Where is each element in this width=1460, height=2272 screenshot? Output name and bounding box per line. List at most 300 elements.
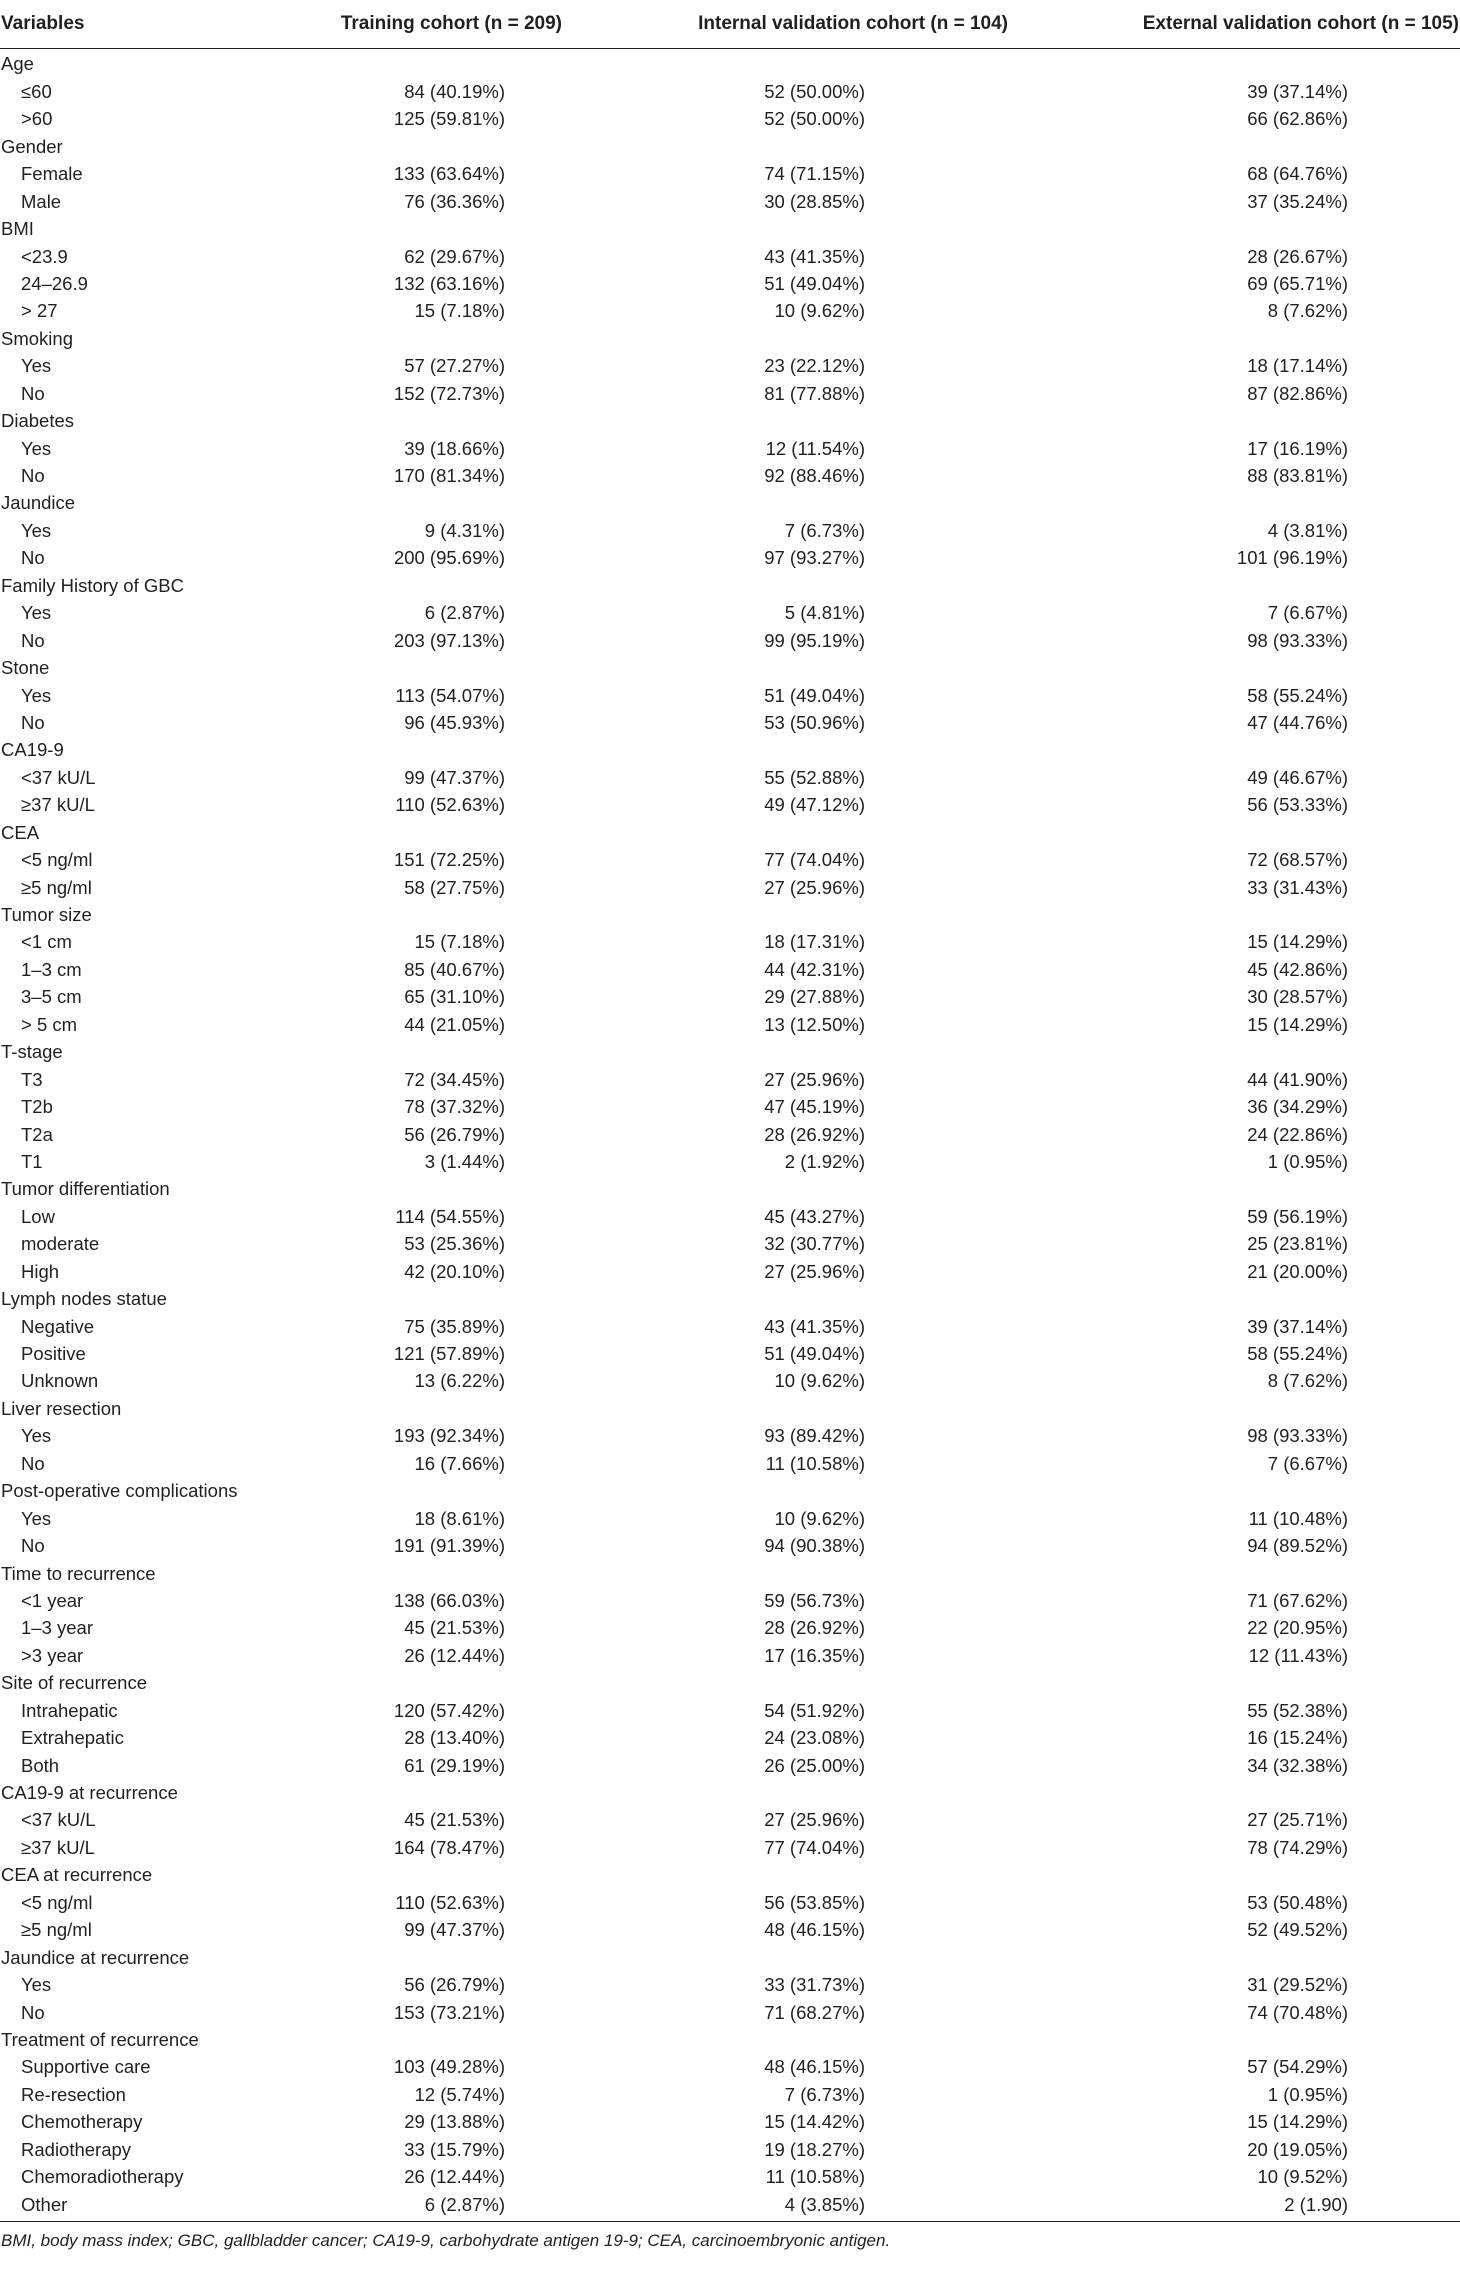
level-label: ≥37 kU/L: [21, 794, 95, 816]
internal-validation-value: 2 (1.92%): [784, 1150, 865, 1172]
external-validation-value: [1020, 490, 1460, 517]
internal-validation-value: 52 (50.00%): [764, 108, 865, 130]
external-validation-value: 21 (20.00%): [1247, 1260, 1348, 1282]
training-cohort-value: 16 (7.66%): [414, 1452, 505, 1474]
training-cohort-value: [300, 1478, 600, 1505]
table-row: [0, 1341, 1460, 1368]
training-cohort-value: [300, 1176, 600, 1203]
table-row-category: [0, 902, 1460, 929]
internal-validation-value: 19 (18.27%): [764, 2138, 865, 2160]
external-validation-value: 37 (35.24%): [1247, 190, 1348, 212]
level-label: T2a: [21, 1123, 53, 1145]
level-label: Yes: [21, 355, 52, 377]
table-row: [0, 435, 1460, 462]
level-label: Yes: [21, 1425, 52, 1447]
level-label: No: [21, 711, 45, 733]
internal-validation-value: 74 (71.15%): [764, 163, 865, 185]
table-row: [0, 1121, 1460, 1148]
external-validation-value: 15 (14.29%): [1247, 931, 1348, 953]
internal-validation-value: 51 (49.04%): [764, 272, 865, 294]
external-validation-value: 45 (42.86%): [1247, 958, 1348, 980]
external-validation-value: 16 (15.24%): [1247, 1727, 1348, 1749]
training-cohort-value: [300, 1944, 600, 1971]
training-cohort-value: 99 (47.37%): [404, 766, 505, 788]
training-cohort-value: 61 (29.19%): [404, 1754, 505, 1776]
table-row: [0, 1615, 1460, 1642]
level-label: No: [21, 382, 45, 404]
training-cohort-value: 57 (27.27%): [404, 355, 505, 377]
level-label: Positive: [21, 1343, 86, 1365]
table-row: [0, 1450, 1460, 1477]
training-cohort-value: 39 (18.66%): [404, 437, 505, 459]
external-validation-value: [1020, 1670, 1460, 1697]
training-cohort-value: 65 (31.10%): [404, 986, 505, 1008]
internal-validation-value: 43 (41.35%): [764, 245, 865, 267]
external-validation-value: 56 (53.33%): [1247, 794, 1348, 816]
internal-validation-value: [600, 1780, 1020, 1807]
table-row: [0, 1505, 1460, 1532]
table-row: [0, 984, 1460, 1011]
level-label: 24–26.9: [21, 272, 88, 294]
external-validation-value: [1020, 1286, 1460, 1313]
table-row: [0, 1011, 1460, 1038]
training-cohort-value: 203 (97.13%): [393, 629, 505, 651]
category-label: Stone: [1, 657, 50, 679]
table-row: [0, 1149, 1460, 1176]
table-row: [0, 106, 1460, 133]
training-cohort-value: 3 (1.44%): [424, 1150, 505, 1172]
training-cohort-value: 120 (57.42%): [393, 1699, 505, 1721]
external-validation-value: 98 (93.33%): [1247, 1425, 1348, 1447]
table-row: [0, 792, 1460, 819]
internal-validation-value: 44 (42.31%): [764, 958, 865, 980]
internal-validation-value: [600, 655, 1020, 682]
table-row: [0, 764, 1460, 791]
level-label: <23.9: [21, 245, 68, 267]
internal-validation-value: [600, 490, 1020, 517]
training-cohort-value: 26 (12.44%): [404, 1644, 505, 1666]
category-label: CA19-9: [1, 739, 64, 761]
external-validation-value: 101 (96.19%): [1236, 547, 1348, 569]
external-validation-value: [1020, 408, 1460, 435]
external-validation-value: 8 (7.62%): [1267, 1370, 1348, 1392]
category-label: Gender: [1, 135, 63, 157]
training-cohort-value: 96 (45.93%): [404, 711, 505, 733]
external-validation-value: 47 (44.76%): [1247, 711, 1348, 733]
table-row: [0, 1752, 1460, 1779]
internal-validation-value: 27 (25.96%): [764, 1809, 865, 1831]
external-validation-value: [1020, 1395, 1460, 1422]
external-validation-value: [1020, 1862, 1460, 1889]
external-validation-value: [1020, 902, 1460, 929]
external-validation-value: 1 (0.95%): [1267, 1150, 1348, 1172]
training-cohort-value: 45 (21.53%): [404, 1809, 505, 1831]
table-row: [0, 1642, 1460, 1669]
header-external-validation-cohort: External validation cohort (n = 105): [1020, 0, 1460, 49]
table-row-category: [0, 1478, 1460, 1505]
table-row-category: [0, 49, 1460, 79]
internal-validation-value: 45 (43.27%): [764, 1205, 865, 1227]
external-validation-value: [1020, 49, 1460, 79]
level-label: Negative: [21, 1315, 95, 1337]
training-cohort-value: 133 (63.64%): [393, 163, 505, 185]
external-validation-value: 27 (25.71%): [1247, 1809, 1348, 1831]
table-row: [0, 847, 1460, 874]
internal-validation-value: 53 (50.96%): [764, 711, 865, 733]
external-validation-value: 39 (37.14%): [1247, 80, 1348, 102]
level-label: Extrahepatic: [21, 1727, 124, 1749]
internal-validation-value: 27 (25.96%): [764, 1068, 865, 1090]
external-validation-value: 8 (7.62%): [1267, 300, 1348, 322]
table-row: [0, 1807, 1460, 1834]
table-row: [0, 1889, 1460, 1916]
training-cohort-value: 110 (52.63%): [395, 794, 505, 816]
table-row-category: [0, 1039, 1460, 1066]
category-label: Tumor size: [1, 904, 92, 926]
training-cohort-value: [300, 1286, 600, 1313]
training-cohort-value: 28 (13.40%): [404, 1727, 505, 1749]
table-row: [0, 545, 1460, 572]
header-row: [0, 0, 1460, 49]
header-variables: Variables: [0, 0, 300, 49]
external-validation-value: 39 (37.14%): [1247, 1315, 1348, 1337]
internal-validation-value: [600, 133, 1020, 160]
internal-validation-value: 10 (9.62%): [774, 1370, 865, 1392]
training-cohort-value: 99 (47.37%): [404, 1919, 505, 1941]
level-label: Radiotherapy: [21, 2138, 132, 2160]
table-row: [0, 956, 1460, 983]
external-validation-value: [1020, 325, 1460, 352]
external-validation-value: [1020, 655, 1460, 682]
table-row: [0, 2109, 1460, 2136]
training-cohort-value: [300, 408, 600, 435]
external-validation-value: [1020, 1039, 1460, 1066]
external-validation-value: 24 (22.86%): [1247, 1123, 1348, 1145]
training-cohort-value: 6 (2.87%): [424, 602, 505, 624]
training-cohort-value: 42 (20.10%): [404, 1260, 505, 1282]
category-label: Jaundice: [1, 492, 76, 514]
table-row: [0, 2191, 1460, 2221]
external-validation-value: 25 (23.81%): [1247, 1233, 1348, 1255]
training-cohort-value: [300, 1395, 600, 1422]
external-validation-value: 74 (70.48%): [1247, 2001, 1348, 2023]
internal-validation-value: 28 (26.92%): [764, 1617, 865, 1639]
external-validation-value: 12 (11.43%): [1248, 1644, 1348, 1666]
table-row: [0, 1725, 1460, 1752]
external-validation-value: 57 (54.29%): [1247, 2056, 1348, 2078]
table-row-category: [0, 1862, 1460, 1889]
level-label: No: [21, 1452, 45, 1474]
internal-validation-value: [600, 408, 1020, 435]
level-label: Yes: [21, 437, 52, 459]
training-cohort-value: 114 (54.55%): [395, 1205, 505, 1227]
level-label: No: [21, 1535, 45, 1557]
internal-validation-value: 27 (25.96%): [764, 1260, 865, 1282]
internal-validation-value: [600, 325, 1020, 352]
external-validation-value: 2 (1.90): [1020, 2191, 1460, 2221]
training-cohort-value: 6 (2.87%): [300, 2191, 600, 2221]
internal-validation-value: 26 (25.00%): [764, 1754, 865, 1776]
table-row-category: [0, 408, 1460, 435]
external-validation-value: 7 (6.67%): [1267, 1452, 1348, 1474]
training-cohort-value: 84 (40.19%): [404, 80, 505, 102]
internal-validation-value: 99 (95.19%): [764, 629, 865, 651]
category-label: Site of recurrence: [1, 1672, 148, 1694]
level-label: Female: [21, 163, 83, 185]
category-label: CA19-9 at recurrence: [1, 1782, 178, 1804]
internal-validation-value: [600, 49, 1020, 79]
table-row: [0, 271, 1460, 298]
table-row: [0, 298, 1460, 325]
external-validation-value: 71 (67.62%): [1247, 1589, 1348, 1611]
table-row-category: [0, 1176, 1460, 1203]
internal-validation-value: 48 (46.15%): [764, 1919, 865, 1941]
training-cohort-value: 121 (57.89%): [393, 1343, 505, 1365]
external-validation-value: [1020, 819, 1460, 846]
level-label: No: [21, 547, 45, 569]
internal-validation-value: 49 (47.12%): [764, 794, 865, 816]
table-row: [0, 1368, 1460, 1395]
training-cohort-value: 200 (95.69%): [393, 547, 505, 569]
internal-validation-value: 47 (45.19%): [764, 1096, 865, 1118]
training-cohort-value: 85 (40.67%): [404, 958, 505, 980]
category-label: T-stage: [1, 1041, 63, 1063]
external-validation-value: [1020, 1780, 1460, 1807]
internal-validation-value: 93 (89.42%): [764, 1425, 865, 1447]
training-cohort-value: 26 (12.44%): [404, 2166, 505, 2188]
level-label: > 5 cm: [21, 1013, 78, 1035]
external-validation-value: 55 (52.38%): [1247, 1699, 1348, 1721]
external-validation-value: 15 (14.29%): [1247, 1013, 1348, 1035]
table-row-category: [0, 655, 1460, 682]
internal-validation-value: 7 (6.73%): [784, 519, 865, 541]
internal-validation-value: 30 (28.85%): [764, 190, 865, 212]
level-label: Yes: [21, 684, 52, 706]
internal-validation-value: 55 (52.88%): [764, 766, 865, 788]
table-row-category: [0, 1560, 1460, 1587]
internal-validation-value: 59 (56.73%): [764, 1589, 865, 1611]
training-cohort-value: 151 (72.25%): [393, 849, 505, 871]
table-row: [0, 710, 1460, 737]
training-cohort-value: 72 (34.45%): [404, 1068, 505, 1090]
external-validation-value: 15 (14.29%): [1247, 2111, 1348, 2133]
training-cohort-value: [300, 490, 600, 517]
external-validation-value: 20 (19.05%): [1247, 2138, 1348, 2160]
external-validation-value: 72 (68.57%): [1247, 849, 1348, 871]
level-label: Supportive care: [21, 2056, 151, 2078]
level-label: Yes: [21, 1507, 52, 1529]
level-label: Chemotherapy: [21, 2111, 143, 2133]
training-cohort-value: 153 (73.21%): [393, 2001, 505, 2023]
external-validation-value: [1020, 1944, 1460, 1971]
internal-validation-value: 18 (17.31%): [764, 931, 865, 953]
table-footnote: BMI, body mass index; GBC, gallbladder cancer; CA19-9, carbohydrate antigen 19-9; CEA, carcinoembryonic antigen.: [1, 2230, 891, 2250]
external-validation-value: 36 (34.29%): [1247, 1096, 1348, 1118]
table-row: [0, 1231, 1460, 1258]
table-row: [0, 380, 1460, 407]
table-row: [0, 353, 1460, 380]
internal-validation-value: 77 (74.04%): [764, 849, 865, 871]
table-row: [0, 1313, 1460, 1340]
training-cohort-value: 53 (25.36%): [404, 1233, 505, 1255]
internal-validation-value: 24 (23.08%): [764, 1727, 865, 1749]
internal-validation-value: 28 (26.92%): [764, 1123, 865, 1145]
category-label: Jaundice at recurrence: [1, 1946, 190, 1968]
internal-validation-value: 29 (27.88%): [764, 986, 865, 1008]
external-validation-value: 30 (28.57%): [1247, 986, 1348, 1008]
training-cohort-value: [300, 819, 600, 846]
level-label: No: [21, 629, 45, 651]
level-label: > 27: [21, 300, 58, 322]
table-row: [0, 1697, 1460, 1724]
training-cohort-value: 75 (35.89%): [404, 1315, 505, 1337]
external-validation-value: 58 (55.24%): [1247, 1343, 1348, 1365]
external-validation-value: 69 (65.71%): [1247, 272, 1348, 294]
table-row: [0, 78, 1460, 105]
level-label: ≥5 ng/ml: [21, 1919, 92, 1941]
level-label: No: [21, 465, 45, 487]
external-validation-value: 98 (93.33%): [1247, 629, 1348, 651]
internal-validation-value: 81 (77.88%): [764, 382, 865, 404]
external-validation-value: 44 (41.90%): [1247, 1068, 1348, 1090]
internal-validation-value: 32 (30.77%): [764, 1233, 865, 1255]
internal-validation-value: 11 (10.58%): [765, 2166, 865, 2188]
external-validation-value: 78 (74.29%): [1247, 1836, 1348, 1858]
external-validation-value: [1020, 737, 1460, 764]
training-cohort-value: 56 (26.79%): [404, 1123, 505, 1145]
internal-validation-value: [600, 1862, 1020, 1889]
training-cohort-value: [300, 902, 600, 929]
internal-validation-value: 17 (16.35%): [764, 1644, 865, 1666]
training-cohort-value: 125 (59.81%): [393, 108, 505, 130]
level-label: Intrahepatic: [21, 1699, 118, 1721]
training-cohort-value: [300, 133, 600, 160]
internal-validation-value: [600, 1478, 1020, 1505]
level-label: Other: [0, 2191, 300, 2221]
level-label: <5 ng/ml: [21, 1891, 93, 1913]
training-cohort-value: 18 (8.61%): [414, 1507, 505, 1529]
internal-validation-value: 23 (22.12%): [764, 355, 865, 377]
training-cohort-value: [300, 2027, 600, 2054]
level-label: <5 ng/ml: [21, 849, 93, 871]
internal-validation-value: 7 (6.73%): [784, 2083, 865, 2105]
external-validation-value: 49 (46.67%): [1247, 766, 1348, 788]
external-validation-value: [1020, 572, 1460, 599]
external-validation-value: 52 (49.52%): [1247, 1919, 1348, 1941]
level-label: No: [21, 2001, 45, 2023]
level-label: <37 kU/L: [21, 1809, 96, 1831]
table-row: [0, 682, 1460, 709]
training-cohort-value: 13 (6.22%): [414, 1370, 505, 1392]
training-cohort-value: 78 (37.32%): [404, 1096, 505, 1118]
external-validation-value: 17 (16.19%): [1247, 437, 1348, 459]
external-validation-value: [1020, 216, 1460, 243]
level-label: <1 year: [21, 1589, 84, 1611]
table-row: [0, 1999, 1460, 2026]
external-validation-value: 34 (32.38%): [1247, 1754, 1348, 1776]
internal-validation-value: [600, 1176, 1020, 1203]
table-row-category: [0, 325, 1460, 352]
internal-validation-value: [600, 737, 1020, 764]
table-row-category: [0, 1286, 1460, 1313]
external-validation-value: 94 (89.52%): [1247, 1535, 1348, 1557]
external-validation-value: 53 (50.48%): [1247, 1891, 1348, 1913]
training-cohort-value: 9 (4.31%): [424, 519, 505, 541]
category-label: CEA: [1, 821, 40, 843]
internal-validation-value: 56 (53.85%): [764, 1891, 865, 1913]
internal-validation-value: 10 (9.62%): [774, 300, 865, 322]
table-row: [0, 243, 1460, 270]
category-label: CEA at recurrence: [1, 1864, 153, 1886]
level-label: Yes: [21, 602, 52, 624]
external-validation-value: [1020, 2027, 1460, 2054]
header-internal-validation-cohort: Internal validation cohort (n = 104): [600, 0, 1020, 49]
external-validation-value: 1 (0.95%): [1267, 2083, 1348, 2105]
internal-validation-value: [600, 216, 1020, 243]
internal-validation-value: [600, 1039, 1020, 1066]
internal-validation-value: 43 (41.35%): [764, 1315, 865, 1337]
external-validation-value: [1020, 1176, 1460, 1203]
internal-validation-value: [600, 1560, 1020, 1587]
category-label: Smoking: [1, 327, 73, 349]
table-row: [0, 1066, 1460, 1093]
training-cohort-value: [300, 572, 600, 599]
level-label: Unknown: [21, 1370, 99, 1392]
training-cohort-value: 44 (21.05%): [404, 1013, 505, 1035]
category-label: BMI: [1, 218, 34, 240]
internal-validation-value: 54 (51.92%): [764, 1699, 865, 1721]
table-row-category: [0, 1780, 1460, 1807]
internal-validation-value: 71 (68.27%): [764, 2001, 865, 2023]
level-label: moderate: [21, 1233, 100, 1255]
external-validation-value: 4 (3.81%): [1267, 519, 1348, 541]
table-header: [0, 0, 1460, 49]
internal-validation-value: 15 (14.42%): [764, 2111, 865, 2133]
external-validation-value: 59 (56.19%): [1247, 1205, 1348, 1227]
training-cohort-value: [300, 49, 600, 79]
level-label: Chemoradiotherapy: [21, 2166, 184, 2188]
external-validation-value: 22 (20.95%): [1247, 1617, 1348, 1639]
table-row: [0, 1972, 1460, 1999]
external-validation-value: 68 (64.76%): [1247, 163, 1348, 185]
training-cohort-value: [300, 1039, 600, 1066]
level-label: Yes: [21, 1974, 52, 1996]
external-validation-value: 88 (83.81%): [1247, 465, 1348, 487]
level-label: <37 kU/L: [21, 766, 96, 788]
level-label: >60: [21, 108, 53, 130]
table-row: [0, 463, 1460, 490]
table-row: [0, 627, 1460, 654]
category-label: Treatment of recurrence: [1, 2028, 199, 2050]
training-cohort-value: [300, 655, 600, 682]
category-label: Post-operative complications: [1, 1480, 238, 1502]
internal-validation-value: [600, 2027, 1020, 2054]
internal-validation-value: [600, 902, 1020, 929]
training-cohort-value: 170 (81.34%): [393, 465, 505, 487]
table-row: [0, 1588, 1460, 1615]
training-cohort-value: 191 (91.39%): [393, 1535, 505, 1557]
category-label: Lymph nodes statue: [1, 1288, 167, 1310]
external-validation-value: 66 (62.86%): [1247, 108, 1348, 130]
table-row-category: [0, 1395, 1460, 1422]
table-row-category: [0, 572, 1460, 599]
table-row: [0, 517, 1460, 544]
internal-validation-value: [600, 572, 1020, 599]
internal-validation-value: 11 (10.58%): [765, 1452, 865, 1474]
table-row-category: [0, 490, 1460, 517]
internal-validation-value: [600, 819, 1020, 846]
table-row-category: [0, 1944, 1460, 1971]
